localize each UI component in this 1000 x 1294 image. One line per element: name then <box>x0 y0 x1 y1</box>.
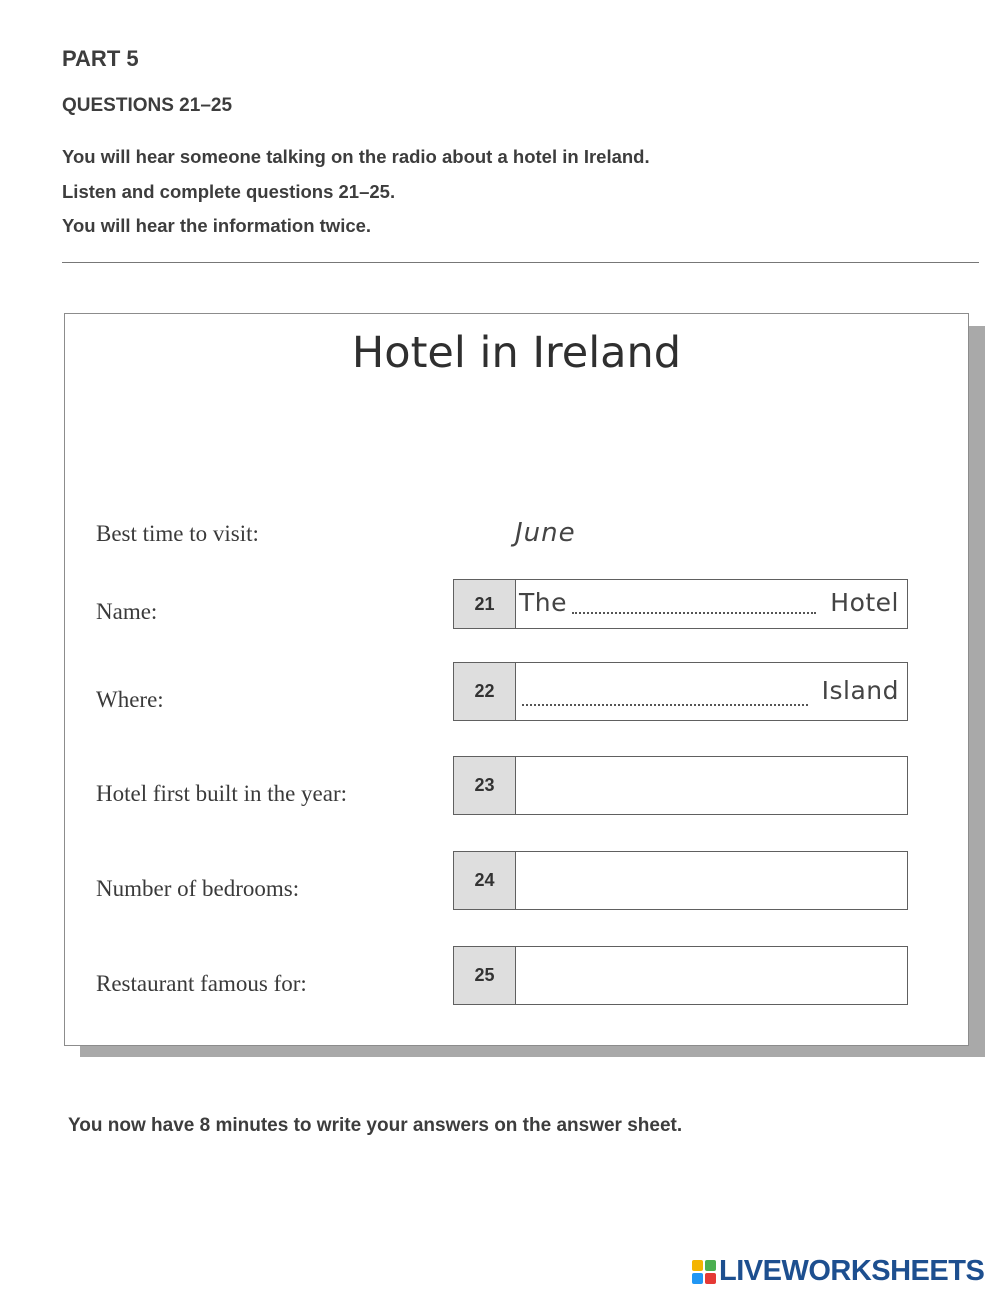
instruction-line-3: You will hear the information twice. <box>62 215 372 236</box>
liveworksheets-logo[interactable] <box>692 1255 984 1288</box>
label-bedrooms: Number of bedrooms: <box>96 876 300 901</box>
where-suffix: Island <box>821 675 899 705</box>
question-number-24: 24 <box>454 852 516 909</box>
logo-square-1 <box>692 1260 703 1271</box>
card-title: Hotel in Ireland <box>351 328 682 378</box>
label-restaurant: Restaurant famous for: <box>96 971 307 996</box>
answer-field-23[interactable] <box>516 757 907 814</box>
logo-square-2 <box>705 1260 716 1271</box>
footer-instruction: You now have 8 minutes to write your answers on the answer sheet. <box>68 1115 683 1136</box>
answer-box-25 <box>453 946 908 1005</box>
question-number-22: 22 <box>454 663 516 720</box>
logo-square-4 <box>705 1273 716 1284</box>
answer-box-24 <box>453 851 908 910</box>
instruction-line-1: You will hear someone talking on the radio about a hotel in Ireland. <box>62 146 650 167</box>
name-suffix: Hotel <box>830 588 899 618</box>
name-prefix: The <box>519 588 567 618</box>
dotted-line-21 <box>572 612 816 614</box>
best-time-value: June <box>515 518 576 548</box>
label-year-built: Hotel first built in the year: <box>96 781 348 806</box>
question-number-25: 25 <box>454 947 516 1004</box>
answer-field-21[interactable] <box>516 580 907 628</box>
label-where: Where: <box>96 687 164 712</box>
question-number-23: 23 <box>454 757 516 814</box>
questions-heading: QUESTIONS 21–25 <box>62 95 233 116</box>
answer-box-22 <box>453 662 908 721</box>
logo-square-3 <box>692 1273 703 1284</box>
instruction-line-2: Listen and complete questions 21–25. <box>62 181 396 202</box>
hotel-card <box>64 313 969 1046</box>
answer-field-22[interactable] <box>516 663 907 720</box>
label-best-time: Best time to visit: <box>96 521 259 546</box>
part-heading: PART 5 <box>62 46 139 71</box>
label-name: Name: <box>96 599 158 624</box>
answer-box-23 <box>453 756 908 815</box>
answer-field-25[interactable] <box>516 947 907 1004</box>
divider <box>62 262 979 263</box>
answer-field-24[interactable] <box>516 852 907 909</box>
liveworksheets-icon <box>692 1260 716 1284</box>
answer-box-21 <box>453 579 908 629</box>
brand-name: LIVEWORKSHEETS <box>719 1255 985 1287</box>
question-number-21: 21 <box>454 580 516 628</box>
dotted-line-22 <box>522 704 808 706</box>
